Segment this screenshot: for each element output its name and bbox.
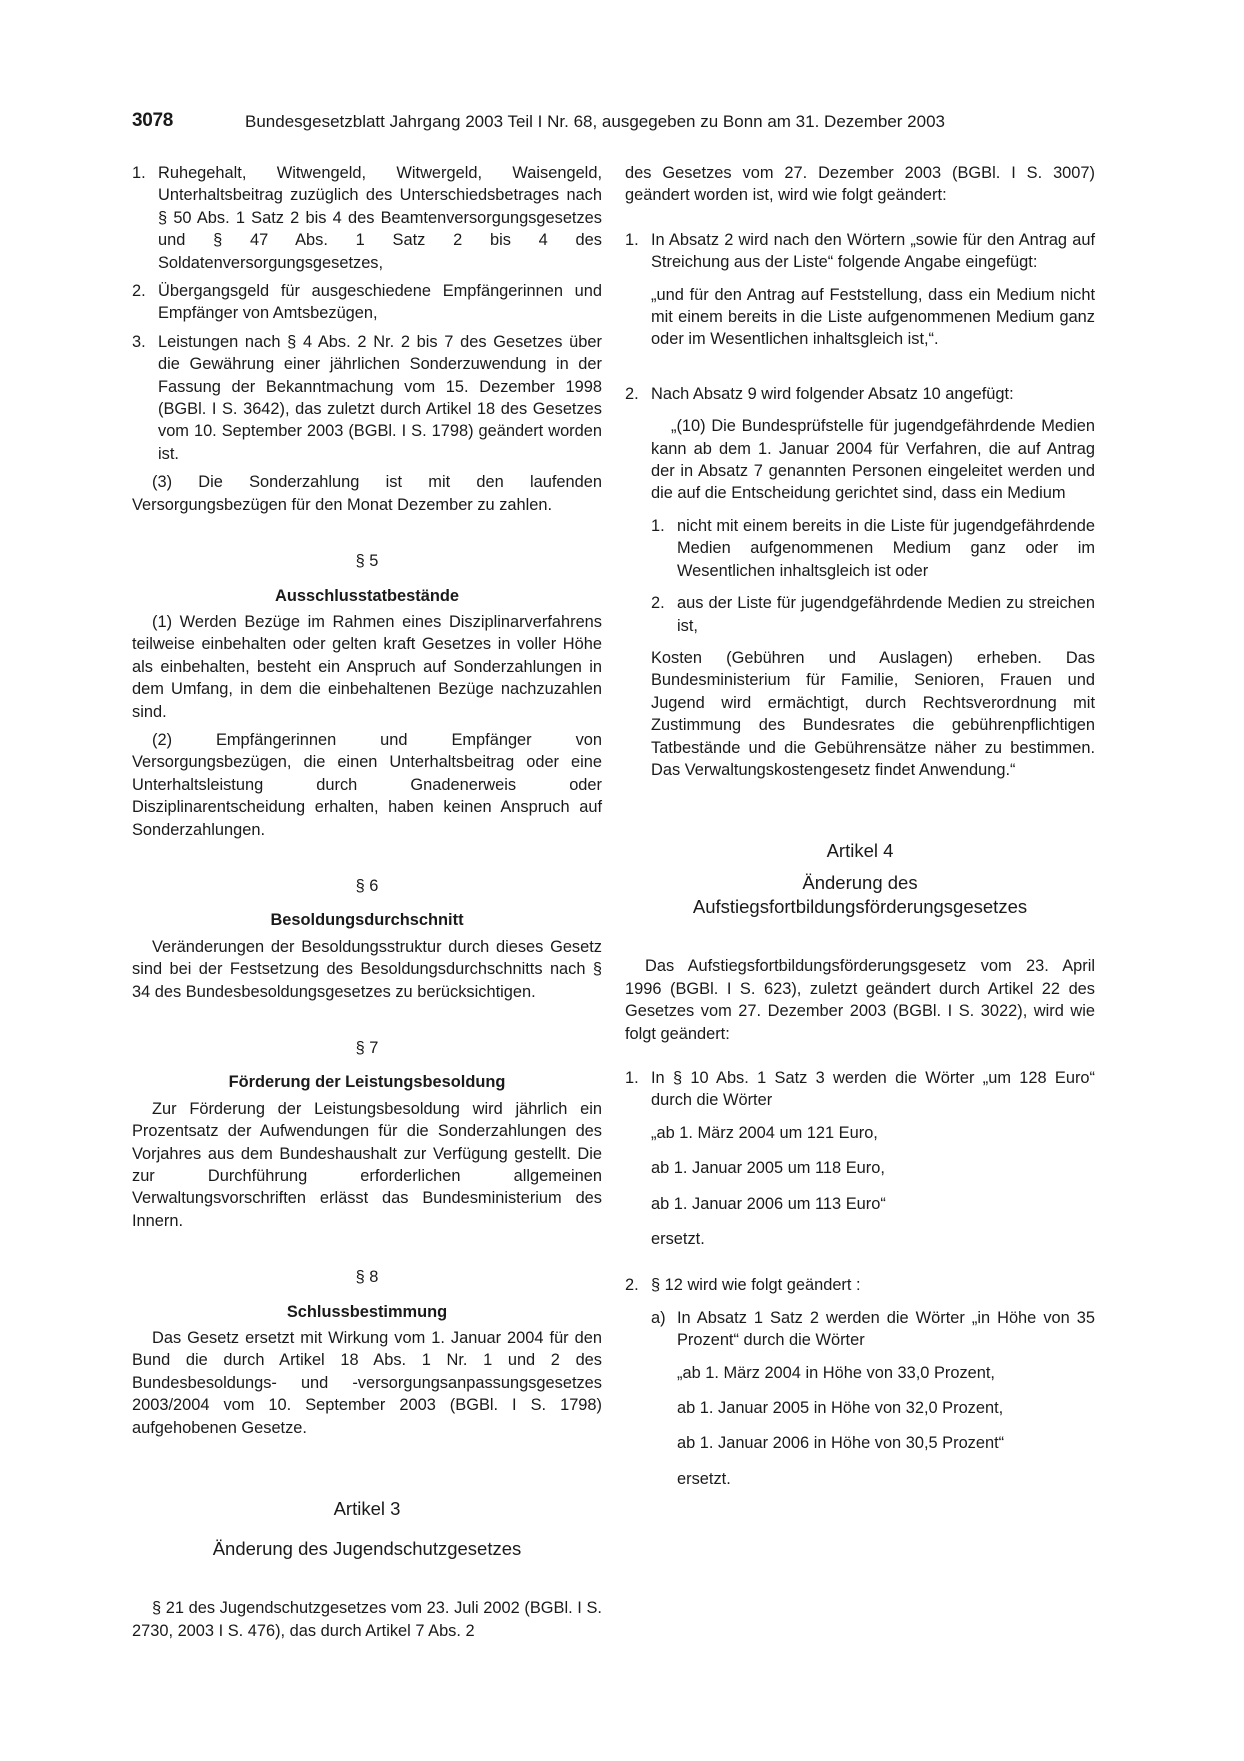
section-5-paragraph-1: (1) Werden Bezüge im Rahmen eines Disziplinarverfahrens teilweise einbehalten oder gelten kraft Gesetzes in voller Höhe als einbehalten, besteht ein Anspruch auf Sonderzahlungen in dem Umfang, in dem die einbehaltenen Bezüge nachzuzahlen sind. bbox=[132, 612, 602, 721]
section-sign-6: § 6 bbox=[355, 876, 379, 895]
page-header bbox=[132, 110, 1114, 140]
section-title-5: Ausschlusstatbestände bbox=[275, 586, 459, 605]
article-4-title: Änderung des Aufstiegsfortbildungsförderungsgesetzes bbox=[692, 872, 1028, 918]
paragraph-3: (3) Die Sonderzahlung ist mit den laufenden Versorgungsbezügen für den Monat Dezember zu zahlen. bbox=[132, 473, 602, 514]
list-item: 3. Leistungen nach § 4 Abs. 2 Nr. 2 bis 7 des Gesetzes über die Gewährung einer jährlichen Sonderzuwendung in der Fassung der Bekanntmachung vom 15. Dezember 1998 (BGBl. I S. 3642), das zuletzt durch Artikel 18 des Gesetzes vom 10. September 2003 (BGBl. I S. 1798) geändert worden ist. bbox=[132, 332, 602, 463]
section-title-6: Besoldungsdurchschnitt bbox=[270, 911, 464, 930]
list-item: 2. Nach Absatz 9 wird folgender Absatz 10 angefügt: bbox=[625, 384, 1014, 403]
quoted-paragraph-10: „(10) Die Bundesprüfstelle für jugendgefährdende Medien kann ab dem 1. Januar 2004 für Verfahren, die auf Antrag der in Absatz 7 genannten Personen eingeleitet werden und die auf die Entscheidung gerichtet sind, dass ein Medium 1. nicht mit einem bereits in die Liste für jugendgefährdende Medien aufgenommenen Medium ganz oder im Wesentlichen inhaltsgleich ist oder 2. aus der Liste für jugendgefährdende Medien zu streichen ist, Kosten (Gebühren und Auslagen) erheben. Das Bundesministerium für Familie, Senioren, Frauen und Jugend wird ermächtigt, durch Rechtsverordnung mit Zustimmung des Bundesrates die gebührenpflichtigen Tatbestände und die Gebührensätze näher zu bestimmen. Das Verwaltungskostengesetz findet Anwendung.“ bbox=[651, 417, 1095, 779]
section-5-paragraph-2: (2) Empfängerinnen und Empfänger von Versorgungsbezügen, die einen Unterhaltsbeitrag oder eine Unterhaltsleistung durch Gnadenerweis oder Disziplinarentscheidung erhalten, haben keinen Anspruch auf Sonderzahlungen. bbox=[132, 730, 602, 839]
replacement-lines: „ab 1. März 2004 um 121 Euro, ab 1. Januar 2005 um 118 Euro, ab 1. Januar 2006 um 113 Euro“ ersetzt. bbox=[651, 1123, 886, 1248]
article-4-number: Artikel 4 bbox=[826, 840, 894, 862]
section-title-8: Schlussbestimmung bbox=[286, 1302, 448, 1321]
sub-list-item: 2. aus der Liste für jugendgefährdende Medien zu streichen ist, bbox=[651, 594, 1095, 635]
list-item: 1. In § 10 Abs. 1 Satz 3 werden die Wörter „um 128 Euro“ durch die Wörter bbox=[625, 1068, 1095, 1110]
section-sign-8: § 8 bbox=[355, 1268, 379, 1287]
section-sign-7: § 7 bbox=[355, 1039, 379, 1057]
left-column bbox=[132, 162, 602, 1642]
sub-list-item: 1. nicht mit einem bereits in die Liste für jugendgefährdende Medien aufgenommenen Medium ganz oder im Wesentlichen inhaltsgleich ist oder bbox=[651, 516, 1095, 580]
article-3-number: Artikel 3 bbox=[333, 1498, 401, 1520]
list-item: 2. Übergangsgeld für ausgeschiedene Empfängerinnen und Empfänger von Amtsbezügen, bbox=[132, 282, 602, 323]
section-sign-5: § 5 bbox=[355, 552, 379, 571]
page-number: 3078 bbox=[132, 110, 174, 131]
section-7-text: Zur Förderung der Leistungsbesoldung wird jährlich ein Prozentsatz der Aufwendungen für die Sonderzahlungen des Vorjahres aus dem Bundeshaushalt zur Verfügung gestellt. Die zur Durchführung erforderlichen allgemeinen Verwaltungsvorschriften erlässt das Bundesministerium des Innern. bbox=[132, 1099, 602, 1230]
sub-item-a: a) In Absatz 1 Satz 2 werden die Wörter „in Höhe von 35 Prozent“ durch die Wörter „ab 1. März 2004 in Höhe von 33,0 Prozent, ab 1. Januar 2005 in Höhe von 32,0 Prozent, ab 1. Januar 2006 in Höhe von 30,5 Prozent“ ersetzt. bbox=[651, 1307, 1095, 1490]
article-4-intro: Das Aufstiegsfortbildungsförderungsgesetz vom 23. April 1996 (BGBl. I S. 623), zuletzt geändert durch Artikel 22 des Gesetzes vom 27. Dezember 2003 (BGBl. I S. 3022), wird wie folgt geändert: bbox=[625, 957, 1095, 1043]
gazette-title: Bundesgesetzblatt Jahrgang 2003 Teil I Nr. 68, ausgegeben zu Bonn am 31. Dezember 2003 bbox=[245, 112, 945, 131]
section-8-text: Das Gesetz ersetzt mit Wirkung vom 1. Januar 2004 für den Bund die durch Artikel 18 Abs. 1 Nr. 1 und 2 des Bundesbesoldungs- und -versorgungsanpassungsgesetzes 2003/2004 vom 10. September 2003 (BGBl. I S. 1798) aufgehobenen Gesetze. bbox=[132, 1329, 602, 1437]
section-title-7: Förderung der Leistungsbesoldung bbox=[228, 1073, 506, 1092]
article-3-text: § 21 des Jugendschutzgesetzes vom 23. Juli 2002 (BGBl. I S. 2730, 2003 I S. 476), das durch Artikel 7 Abs. 2 bbox=[132, 1599, 602, 1640]
list-item: 2. § 12 wird wie folgt geändert : bbox=[625, 1276, 861, 1295]
quoted-insertion: „und für den Antrag auf Feststellung, dass ein Medium nicht mit einem bereits in die Liste aufgenommenen Medium ganz oder im Wesentlichen inhaltsgleich ist,“. bbox=[651, 285, 1095, 349]
section-6-text: Veränderungen der Besoldungsstruktur durch dieses Gesetz sind bei der Festsetzung des Besoldungsdurchschnitts nach § 34 des Bundesbesoldungsgesetzes zu berücksichtigen. bbox=[132, 937, 602, 1001]
right-column bbox=[625, 162, 1095, 1503]
list-item: 1. Ruhegehalt, Witwengeld, Witwergeld, Waisengeld, Unterhaltsbeitrag zuzüglich des Unterschiedsbetrages nach § 50 Abs. 1 Satz 2 bis 4 des Beamtenversorgungsgesetzes und § 47 Abs. 1 Satz 2 bis 4 des Soldatenversorgungsgesetzes, bbox=[132, 164, 602, 272]
replacement-lines: „ab 1. März 2004 in Höhe von 33,0 Prozent, ab 1. Januar 2005 in Höhe von 32,0 Prozent, ab 1. Januar 2006 in Höhe von 30,5 Prozent“ ersetzt. bbox=[677, 1363, 1005, 1488]
continuation-text: des Gesetzes vom 27. Dezember 2003 (BGBl. I S. 3007) geändert worden ist, wird wie folgt geändert: bbox=[625, 164, 1095, 205]
list-item: 1. In Absatz 2 wird nach den Wörtern „sowie für den Antrag auf Streichung aus der Liste“ folgende Angabe eingefügt: bbox=[625, 230, 1095, 272]
article-3-title: Änderung des Jugendschutzgesetzes bbox=[212, 1538, 522, 1560]
